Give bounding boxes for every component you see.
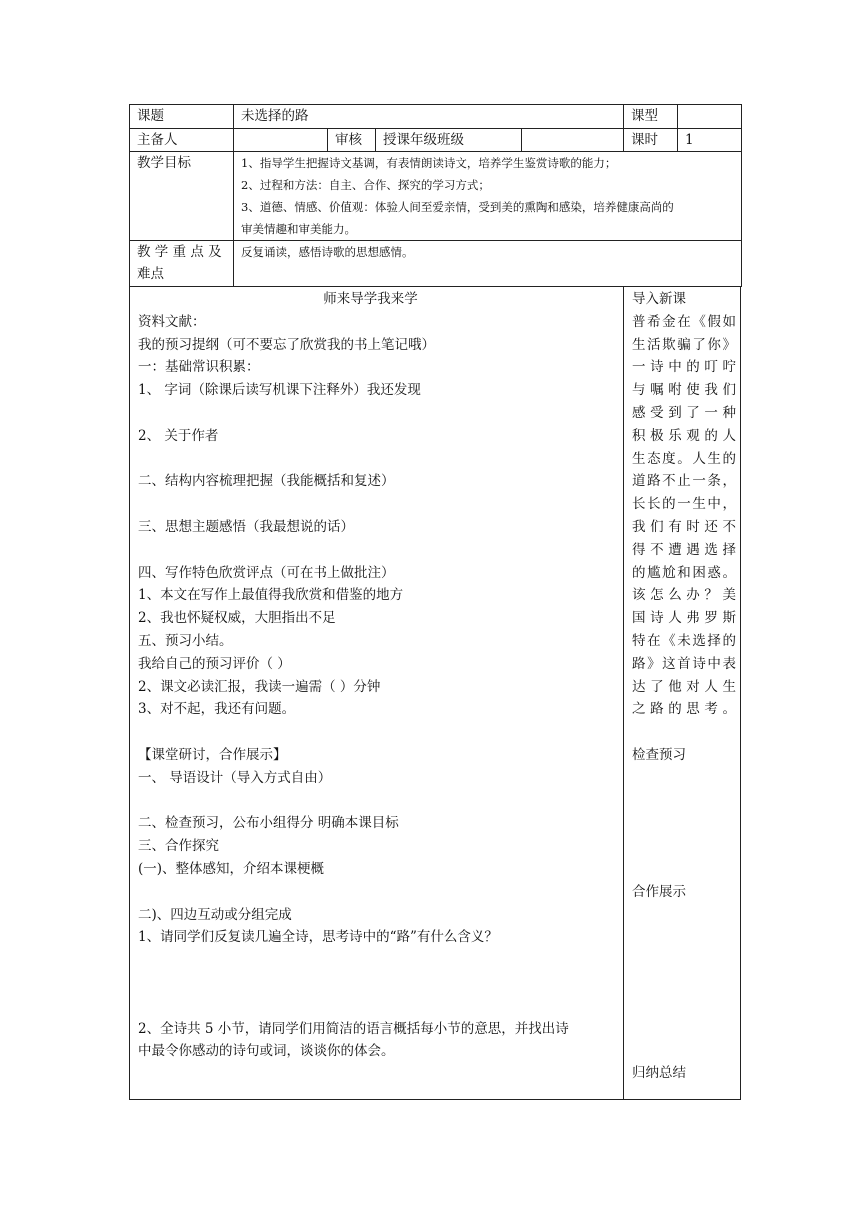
check-preview-heading: 检查预习 xyxy=(632,746,686,763)
guide-line: 1、 字词（除课后读写机课下注释外）我还发现 xyxy=(138,382,421,399)
guide-line: 二、结构内容梳理把握（我能概括和复述） xyxy=(138,473,395,490)
guide-line xyxy=(138,949,623,972)
grade-value xyxy=(522,129,624,152)
intro-line: 积极乐观的人 xyxy=(632,427,736,444)
goal-line: 审美情趣和审美能力。 xyxy=(241,222,356,236)
goals-label: 教学目标 xyxy=(130,152,234,241)
intro-line: 路》这首诗中表 xyxy=(632,655,736,672)
review-label: 审核 xyxy=(328,129,376,152)
intro-line: 该怎么办？美 xyxy=(632,587,736,604)
guide-line: 二)、四边互动或分组完成 xyxy=(138,906,292,923)
intro-line: 的尴尬和困惑。 xyxy=(632,564,736,581)
guide-line xyxy=(138,790,623,813)
type-value xyxy=(678,105,742,129)
intro-text xyxy=(632,311,741,721)
intro-line: 道路不止一条， xyxy=(632,473,736,490)
main-content-block xyxy=(129,286,741,1100)
guide-line: 一：基础常识积累： xyxy=(138,359,260,376)
guide-line: 【课堂研讨，合作展示】 xyxy=(138,746,287,763)
lesson-plan-document xyxy=(129,104,741,1100)
type-label: 课型 xyxy=(624,105,678,129)
cooperate-heading: 合作展示 xyxy=(632,883,686,900)
guide-line: 中最令你感动的诗句或词，谈谈你的体会。 xyxy=(138,1043,395,1060)
hours-label: 课时 xyxy=(624,129,678,152)
intro-line: 一诗中的叮咛 xyxy=(632,359,736,376)
key-label-line-2: 难点 xyxy=(137,266,164,282)
guide-line: 2、课文必读汇报，我读一遍需（ ）分钟 xyxy=(138,678,381,695)
guide-line: 我的预习提纲（可不要忘了欣赏我的书上笔记哦） xyxy=(138,336,435,353)
intro-line: 长长的一生中， xyxy=(632,496,736,513)
intro-line: 与嘱咐使我们 xyxy=(632,382,736,399)
intro-line: 生活欺骗了你》 xyxy=(632,336,736,353)
guide-line: 2、我也怀疑权威，大胆指出不足 xyxy=(138,610,336,627)
guide-line xyxy=(138,881,623,904)
intro-line: 感受到了一种 xyxy=(632,404,736,421)
hours-value: 1 xyxy=(678,129,742,152)
topic-label: 课题 xyxy=(130,105,234,129)
intro-line: 生态度。人生的 xyxy=(632,450,736,467)
guide-line: 四、写作特色欣赏评点（可在书上做批注） xyxy=(138,564,395,581)
guide-line: 二、检查预习，公布小组得分 明确本课目标 xyxy=(138,815,399,832)
guide-line: 五、预习小结。 xyxy=(138,632,233,649)
guide-line: 1、本文在写作上最值得我欣赏和借鉴的地方 xyxy=(138,587,404,604)
intro-line: 得不遭遇选择 xyxy=(632,541,736,558)
guide-line: 资料文献： xyxy=(138,313,206,330)
study-guide-lines xyxy=(138,311,623,1063)
study-guide-column xyxy=(130,286,624,1099)
goals-cell xyxy=(234,152,742,241)
guide-line xyxy=(138,721,623,744)
guide-line: 1、请同学们反复读几遍全诗，思考诗中的“路”有什么含义？ xyxy=(138,929,498,946)
key-points-value: 反复诵读，感悟诗歌的思想感情。 xyxy=(234,241,742,287)
intro-line: 特在《未选择的 xyxy=(632,632,736,649)
guide-line: 三、合作探究 xyxy=(138,838,219,855)
key-label-line-1: 教 学 重 点 及 xyxy=(137,244,222,260)
guide-line xyxy=(138,972,623,995)
guide-line xyxy=(138,402,623,425)
intro-line: 达了他对人生 xyxy=(632,678,736,695)
header-table xyxy=(129,104,742,287)
guide-line xyxy=(138,448,623,471)
grade-label: 授课年级班级 xyxy=(376,129,522,152)
study-guide-title: 师来导学我来学 xyxy=(323,291,418,307)
guide-line xyxy=(138,539,623,562)
intro-line: 我们有时还不 xyxy=(632,518,736,535)
guide-line: 2、 关于作者 xyxy=(138,427,219,444)
guide-line: 3、对不起，我还有问题。 xyxy=(138,701,296,718)
key-points-label xyxy=(130,241,234,287)
guide-line: 我给自己的预习评价（ ） xyxy=(138,655,291,672)
guide-line: 三、思想主题感悟（我最想说的话） xyxy=(138,518,354,535)
guide-line: 2、全诗共 5 小节，请同学们用简洁的语言概括每小节的意思，并找出诗 xyxy=(138,1020,569,1037)
intro-line: 之路的思考。 xyxy=(632,701,736,718)
teacher-notes-column xyxy=(624,286,741,1099)
intro-line: 普希金在《假如 xyxy=(632,313,736,330)
intro-title: 导入新课 xyxy=(632,291,686,307)
goal-line: 3、道德、情感、价值观：体验人间至爱亲情，受到美的熏陶和感染，培养健康高尚的 xyxy=(241,200,674,214)
topic-value: 未选择的路 xyxy=(234,105,624,129)
guide-line: (一)、整体感知，介绍本课梗概 xyxy=(138,860,325,877)
preparer-value xyxy=(234,129,328,152)
goal-line: 1、指导学生把握诗文基调，有表情朗读诗文，培养学生鉴赏诗歌的能力； xyxy=(241,156,617,170)
intro-line: 国诗人弗罗斯 xyxy=(632,610,736,627)
summary-heading: 归纳总结 xyxy=(632,1064,686,1081)
guide-line: 一、 导语设计（导入方式自由） xyxy=(138,769,332,786)
guide-line xyxy=(138,995,623,1018)
guide-line xyxy=(138,493,623,516)
preparer-label: 主备人 xyxy=(130,129,234,152)
goal-line: 2、过程和方法：自主、合作、探究的学习方式； xyxy=(241,178,490,192)
